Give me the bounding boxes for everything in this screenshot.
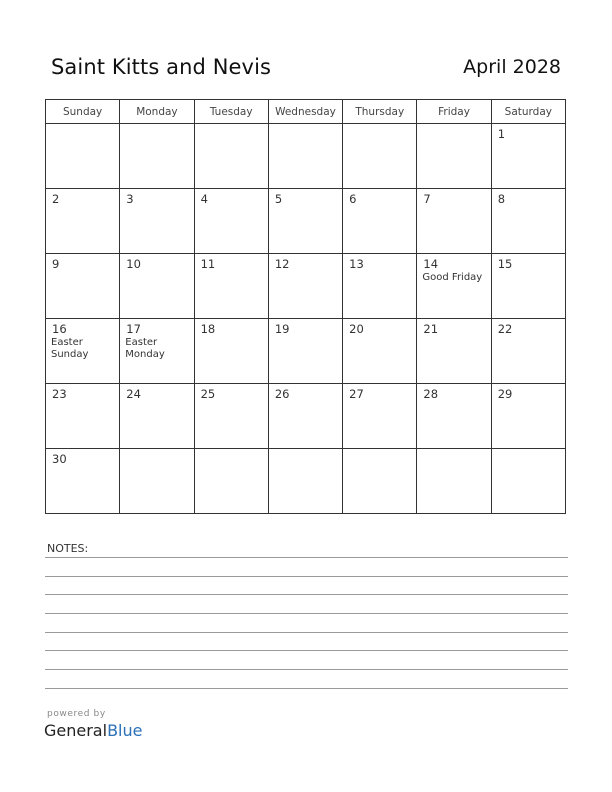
day-number: 26 — [274, 387, 290, 401]
calendar-day-cell — [491, 189, 565, 254]
calendar-week-row — [46, 449, 566, 514]
calendar-day-cell — [491, 254, 565, 319]
calendar-day-cell — [343, 254, 417, 319]
day-number: 4 — [200, 192, 208, 206]
notes-line — [45, 557, 568, 558]
day-number: 23 — [52, 387, 67, 401]
day-number: 20 — [349, 322, 364, 336]
calendar-day-cell — [268, 254, 342, 319]
calendar-body — [46, 124, 566, 514]
calendar-day-cell — [491, 384, 565, 449]
calendar-day-cell — [491, 124, 565, 189]
brand-logo[interactable] — [44, 721, 142, 740]
calendar-day-cell — [417, 254, 491, 319]
weekday-header: Monday — [120, 100, 194, 124]
day-number: 28 — [423, 387, 439, 401]
calendar-day-cell — [46, 124, 120, 189]
notes-line — [45, 650, 568, 651]
calendar-week-row — [46, 319, 566, 384]
calendar-day-cell — [491, 449, 565, 514]
day-number: 17 — [126, 322, 141, 336]
weekday-header: Friday — [417, 100, 491, 124]
calendar-day-cell — [120, 254, 194, 319]
day-number: 2 — [52, 192, 60, 206]
calendar-day-cell — [268, 319, 342, 384]
holiday-label: Easter Monday — [125, 337, 165, 360]
calendar-day-cell — [343, 124, 417, 189]
day-number: 30 — [52, 452, 67, 466]
calendar-day-cell — [120, 449, 194, 514]
day-number: 15 — [497, 257, 513, 271]
calendar-day-cell — [46, 254, 120, 319]
day-number: 5 — [274, 192, 283, 206]
day-number: 13 — [349, 257, 364, 271]
weekday-header: Tuesday — [194, 100, 268, 124]
weekday-header: Wednesday — [268, 100, 342, 124]
calendar-day-cell — [194, 449, 268, 514]
day-number: 29 — [497, 387, 513, 401]
calendar-grid — [45, 99, 566, 514]
calendar-day-cell — [120, 124, 194, 189]
calendar-day-cell — [120, 384, 194, 449]
calendar-title: Saint Kitts and Nevis — [51, 55, 272, 79]
calendar-day-cell — [268, 449, 342, 514]
day-number: 16 — [52, 322, 67, 336]
notes-line — [45, 688, 568, 689]
calendar-day-cell — [46, 384, 120, 449]
calendar-day-cell — [194, 189, 268, 254]
notes-line — [45, 669, 568, 670]
calendar-day-cell — [46, 189, 120, 254]
day-number: 22 — [497, 322, 513, 336]
calendar-day-cell — [417, 124, 491, 189]
day-number: 21 — [423, 322, 439, 336]
day-number: 25 — [200, 387, 216, 401]
calendar-day-cell — [491, 319, 565, 384]
weekday-header: Sunday — [46, 100, 120, 124]
calendar-day-cell — [194, 384, 268, 449]
calendar-day-cell — [46, 449, 120, 514]
calendar-day-cell — [417, 384, 491, 449]
day-number: 14 — [423, 257, 439, 271]
day-number: 1 — [497, 127, 506, 141]
day-number: 27 — [349, 387, 364, 401]
day-number: 18 — [200, 322, 216, 336]
notes-label: NOTES: — [47, 542, 89, 555]
notes-line — [45, 594, 568, 595]
powered-by-text: powered by — [47, 709, 106, 719]
day-number: 12 — [274, 257, 290, 271]
day-number: 9 — [52, 257, 60, 271]
calendar-day-cell — [194, 124, 268, 189]
calendar-day-cell — [343, 384, 417, 449]
calendar-week-row — [46, 124, 566, 189]
calendar-day-cell — [268, 384, 342, 449]
calendar-day-cell — [417, 189, 491, 254]
calendar-day-cell — [268, 189, 342, 254]
calendar-week-row — [46, 254, 566, 319]
day-number: 11 — [200, 257, 216, 271]
calendar-day-cell — [343, 319, 417, 384]
calendar-day-cell — [120, 189, 194, 254]
calendar-week-row — [46, 384, 566, 449]
calendar-day-cell — [417, 449, 491, 514]
calendar-day-cell — [194, 319, 268, 384]
calendar-day-cell — [343, 189, 417, 254]
holiday-label: Easter Sunday — [51, 337, 89, 360]
day-number: 8 — [497, 192, 506, 206]
day-number: 24 — [126, 387, 141, 401]
day-number: 10 — [126, 257, 141, 271]
brand-general: General — [44, 721, 108, 740]
weekday-header-row — [46, 100, 566, 124]
calendar-day-cell — [268, 124, 342, 189]
notes-line — [45, 576, 568, 577]
calendar-day-cell — [194, 254, 268, 319]
weekday-header: Saturday — [491, 100, 565, 124]
day-number: 6 — [349, 192, 357, 206]
notes-line — [45, 613, 568, 614]
calendar-day-cell — [120, 319, 194, 384]
holiday-label: Good Friday — [422, 272, 483, 283]
day-number: 7 — [423, 192, 431, 206]
weekday-header: Thursday — [343, 100, 417, 124]
calendar-day-cell — [46, 319, 120, 384]
calendar-week-row — [46, 189, 566, 254]
calendar-month: April 2028 — [463, 56, 561, 78]
calendar-day-cell — [343, 449, 417, 514]
calendar-day-cell — [417, 319, 491, 384]
notes-line — [45, 632, 568, 633]
day-number: 19 — [274, 322, 290, 336]
day-number: 3 — [126, 192, 134, 206]
brand-blue: Blue — [107, 721, 143, 740]
